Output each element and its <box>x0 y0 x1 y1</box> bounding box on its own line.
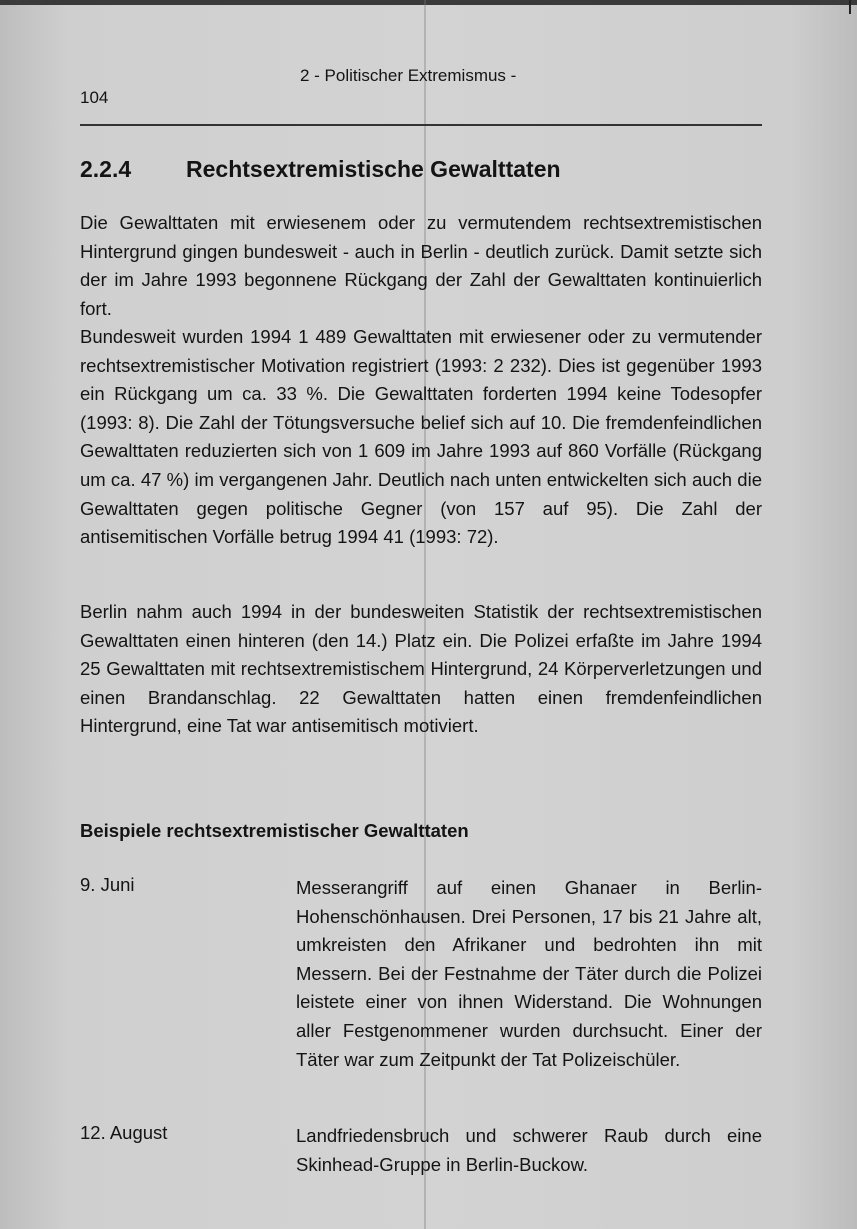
running-head: 2 - Politischer Extremismus - <box>300 66 517 85</box>
examples-heading: Beispiele rechtsextremistischer Gewalttaten <box>80 820 469 841</box>
body-paragraph: Die Gewalttaten mit erwiesenem oder zu vermutendem rechtsextremistischen Hintergrund gingen bundesweit - auch in Berlin - deutlich zurück. Damit setzte sich der im Jahre 1993 begonnene Rückgang der Zahl der Gewalttaten kontinuierlich fort. <box>80 212 762 319</box>
scan-edge-mark <box>849 0 851 14</box>
example-date: 9. Juni <box>80 874 135 895</box>
body-paragraph: Bundesweit wurden 1994 1 489 Gewalttaten mit erwiesener oder zu vermutender rechtsextremistischer Motivation registriert (1993: 2 232). Dies ist gegenüber 1993 ein Rückgang um ca. 33 %. Die Gewalttaten forderten 1994 keine Todesopfer (1993: 8). Die Zahl der Tötungsversuche belief sich auf 10. Die fremdenfeindlichen Gewalttaten reduzierten sich von 1 609 im Jahre 1993 auf 860 Vorfälle (Rückgang um ca. 47 %) im vergangenen Jahr. Deutlich nach unten entwickelten sich auch die Gewalttaten gegen politische Gegner (von 157 auf 95). Die Zahl der antisemitischen Vorfälle betrug 1994 41 (1993: 72). <box>80 326 762 548</box>
example-text: Messerangriff auf einen Ghanaer in Berlin-Hohenschönhausen. Drei Personen, 17 bis 21 Jahre alt, umkreisten den Afrikaner und bedrohten ihn mit Messern. Bei der Festnahme der Täter durch die Polizei leistete einer von ihnen Widerstand. Die Wohnungen aller Festgenommener wurden durchsucht. Einer der Täter war zum Zeitpunkt der Tat Polizeischüler. <box>296 877 762 1070</box>
body-paragraph: Berlin nahm auch 1994 in der bundesweiten Statistik der rechtsextremistischen Gewalttaten einen hinteren (den 14.) Platz ein. Die Polizei erfaßte im Jahre 1994 25 Gewalttaten mit rechtsextremistischem Hintergrund, 24 Körperverletzungen und einen Brandanschlag. 22 Gewalttaten hatten einen fremdenfeindlichen Hintergrund, eine Tat war antisemitisch motiviert. <box>80 601 762 737</box>
example-date: 12. August <box>80 1122 168 1143</box>
section-title: Rechtsextremistische Gewalttaten <box>186 156 561 182</box>
header-rule <box>80 124 762 126</box>
page-number: 104 <box>80 88 109 107</box>
example-text: Landfriedensbruch und schwerer Raub durch eine Skinhead-Gruppe in Berlin-Buckow. <box>296 1125 762 1175</box>
scan-top-border <box>0 0 857 5</box>
section-number: 2.2.4 <box>80 156 132 182</box>
